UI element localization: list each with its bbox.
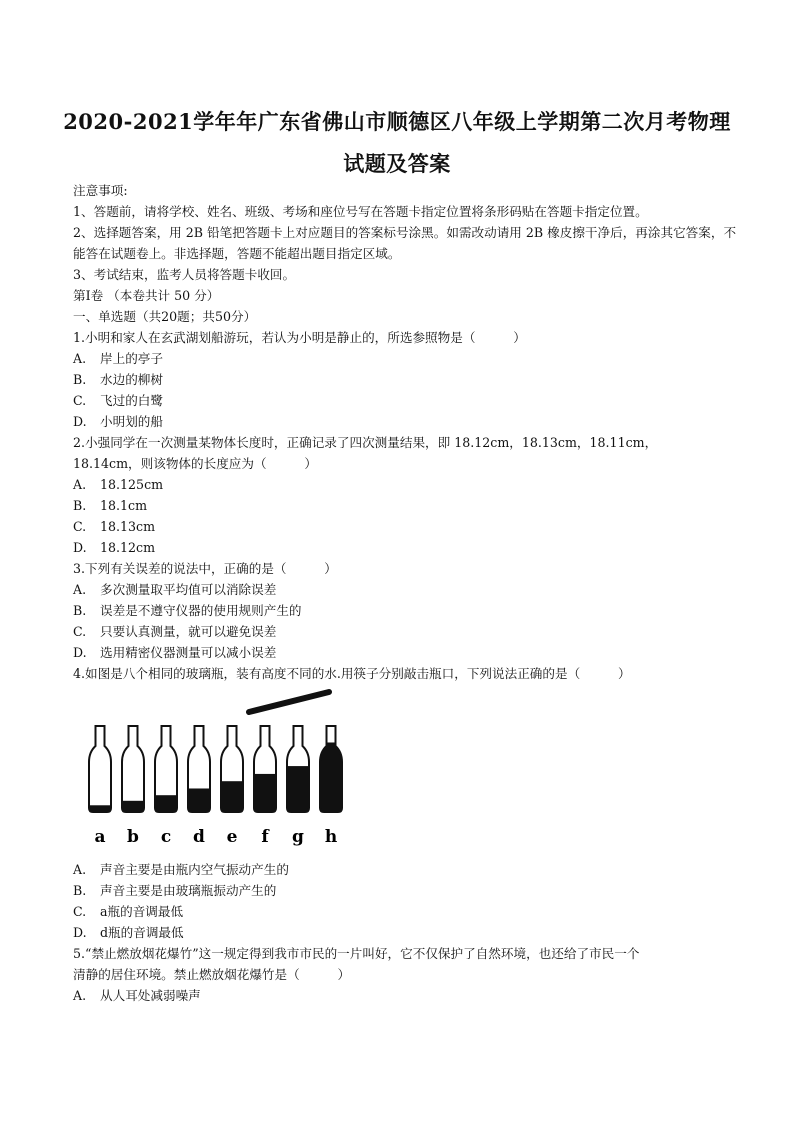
option-letter: D. [73,645,87,660]
bottles-group [87,726,344,847]
option-letter: D. [73,540,87,555]
bottle-label-a: a [94,827,106,847]
option-letter: B. [73,883,87,898]
question-4-option-c [73,901,733,922]
option-letter: C. [73,519,87,534]
option-text: 只要认真测量，就可以避免误差 [100,624,277,639]
option-letter: C. [73,624,87,639]
question-3-option-d [73,642,733,663]
chopstick [249,692,329,712]
option-letter: D. [73,925,87,940]
question-1-option-b [73,369,733,390]
option-text: 声音主要是由玻璃瓶振动产生的 [100,883,277,898]
option-text: 误差是不遵守仪器的使用规则产生的 [100,603,302,618]
question-2-option-c [73,516,733,537]
bottle-water-e [219,781,245,814]
notice-item-2b: 能答在试题卷上。非选择题，答题不能超出题目指定区域。 [73,246,401,261]
question-1-stem: 1.小明和家人在玄武湖划船游玩，若认为小明是静止的，所选参照物是（ ） [73,330,526,345]
option-text: 岸上的亭子 [100,351,163,366]
question-3-stem: 3.下列有关误差的说法中，正确的是（ ） [73,561,337,576]
question-1-option-a [73,348,733,369]
question-5-stem-b: 清静的居住环境。禁止燃放烟花爆竹是（ ） [73,967,351,982]
question-5-stem-a: 5.“禁止燃放烟花爆竹”这一规定得到我市市民的一片叫好，它不仅保护了自然环境，也还给了市民一个 [73,946,640,961]
bottle-label-h: h [324,827,338,847]
option-text: 小明划的船 [100,414,163,429]
option-letter: C. [73,904,87,919]
bottle-label-g: g [292,827,304,847]
question-4-option-d [73,922,733,943]
notice-item-3: 3、考试结束，监考人员将答题卡收回。 [73,267,296,282]
section-part: 第Ⅰ卷 （本卷共计 50 分） [73,288,220,303]
option-letter: B. [73,603,87,618]
bottle-a [89,726,111,812]
option-letter: B. [73,372,87,387]
option-text: 飞过的白鹭 [100,393,163,408]
option-text: 18.1cm [100,498,148,513]
option-letter: A. [73,582,87,597]
question-3-option-b [73,600,733,621]
option-letter: D. [73,414,87,429]
question-4-option-b [73,880,733,901]
bottle-b [122,726,144,812]
option-text: d瓶的音调最低 [100,925,184,940]
exam-content [73,180,737,1006]
option-text: 18.13cm [100,519,156,534]
question-1-option-d [73,411,733,432]
document-title-line2: 试题及答案 [343,151,451,176]
bottle-label-b: b [127,827,139,847]
option-text: 多次测量取平均值可以消除误差 [100,582,277,597]
notice-heading: 注意事项: [73,183,128,198]
option-text: a瓶的音调最低 [100,904,184,919]
document-title-line1: 2020-2021学年年广东省佛山市顺德区八年级上学期第二次月考物理 [63,109,731,134]
option-text: 水边的柳树 [100,372,163,387]
notice-item-1: 1、答题前，请将学校、姓名、班级、考场和座位号写在答题卡指定位置将条形码贴在答题卡指定位置。 [73,204,648,219]
option-text: 18.125cm [100,477,164,492]
bottle-label-f: f [261,827,269,847]
question-1-option-c [73,390,733,411]
option-letter: A. [73,477,87,492]
question-5-option-a [73,985,733,1006]
question-2-option-b [73,495,733,516]
notice-item-2a: 2、选择题答案，用 2B 铅笔把答题卡上对应题目的答案标号涂黑。如需改动请用 2B 橡皮擦干净后，再涂其它答案，不 [73,225,737,240]
bottles-illustration [73,684,733,859]
question-3-option-c [73,621,733,642]
option-letter: A. [73,988,87,1003]
bottle-label-c: c [160,827,172,847]
question-2-option-a [73,474,733,495]
option-text: 选用精密仪器测量可以减小误差 [100,645,277,660]
option-letter: C. [73,393,87,408]
bottle-label-d: d [193,827,205,847]
question-2-option-d [73,537,733,558]
question-4-option-a [73,859,733,880]
option-letter: A. [73,351,87,366]
option-text: 声音主要是由瓶内空气振动产生的 [100,862,289,877]
bottles-figure [73,684,733,859]
option-text: 从人耳处减弱噪声 [100,988,201,1003]
option-letter: A. [73,862,87,877]
option-letter: B. [73,498,87,513]
question-4-stem: 4.如图是八个相同的玻璃瓶，装有高度不同的水.用筷子分别敲击瓶口，下列说法正确的是（ ） [73,666,631,681]
question-3-option-a [73,579,733,600]
bottle-water-d [186,788,212,814]
section-type: 一、单选题（共20题；共50分） [73,309,257,324]
option-text: 18.12cm [100,540,156,555]
bottle-label-e: e [226,827,238,847]
bottle-water-f [252,774,278,814]
bottle-water-g [285,766,311,814]
question-2-stem-b: 18.14cm，则该物体的长度应为（ ） [73,456,317,471]
question-2-stem-a: 2.小强同学在一次测量某物体长度时，正确记录了四次测量结果，即 18.12cm，18.13cm，18.11cm， [73,435,658,450]
